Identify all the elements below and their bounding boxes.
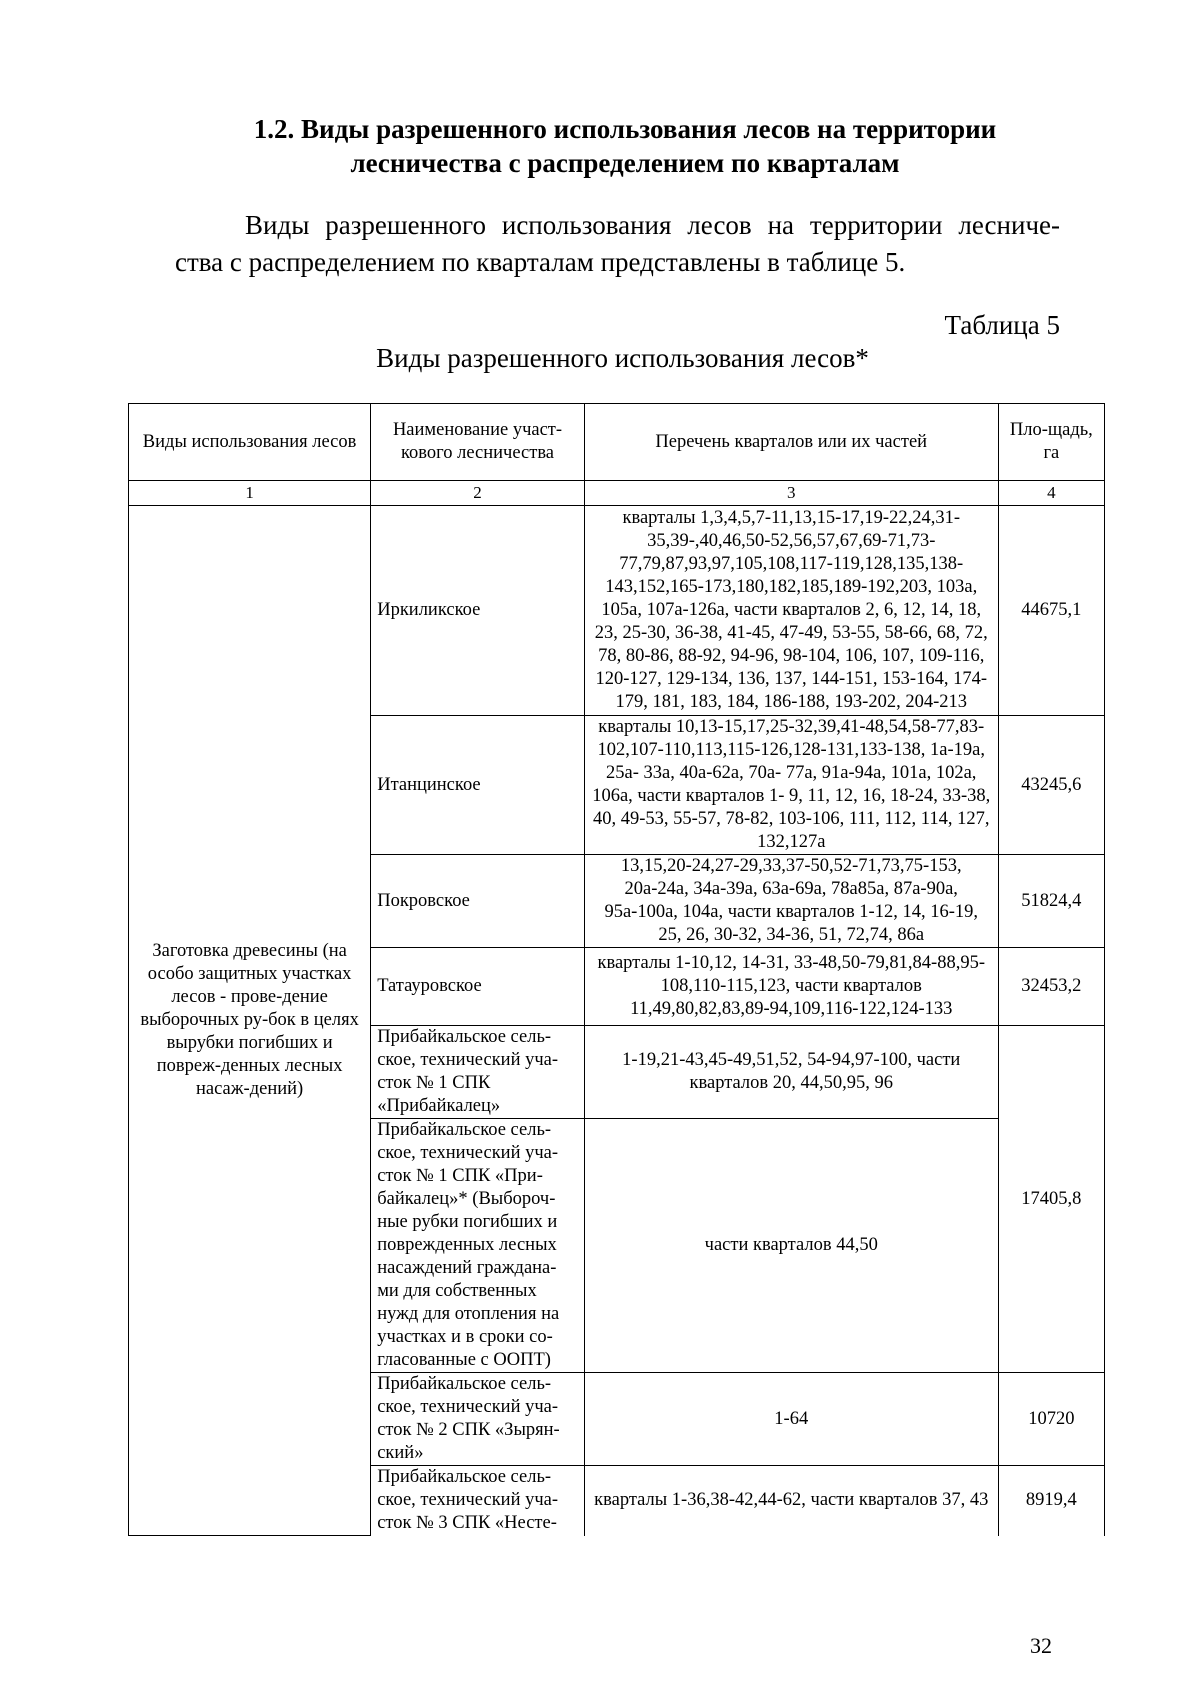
page-number: 32: [1030, 1633, 1052, 1658]
quarters-list: части кварталов 44,50: [584, 1119, 998, 1373]
column-number: 2: [371, 481, 585, 506]
district-name: Иркиликское: [371, 506, 585, 716]
district-name: Прибайкальское сель-ское, технический уча-сток № 3 СПК «Несте-: [371, 1466, 585, 1536]
column-number: 1: [129, 481, 371, 506]
area-value: 51824,4: [998, 855, 1104, 948]
district-name: Прибайкальское сель-ское, технический уча-сток № 1 СПК «При-байкалец»* (Выбороч-ные рубки погибших и поврежденных лесных насаждений граждана-ми для собственных нужд для отопления на участках и в сроки со-гласованные с ООПТ): [371, 1119, 585, 1373]
quarters-list: 1-19,21-43,45-49,51,52, 54-94,97-100, части кварталов 20, 44,50,95, 96: [584, 1026, 998, 1119]
quarters-list: 1-64: [584, 1373, 998, 1466]
area-value: 10720: [998, 1373, 1104, 1466]
section-heading: [0, 112, 1200, 180]
area-value: 32453,2: [998, 948, 1104, 1026]
table-number-row: [129, 481, 1105, 506]
table-title: Виды разрешенного использования лесов*: [376, 343, 869, 373]
district-name: Итанцинское: [371, 716, 585, 855]
table-row: [129, 506, 1105, 716]
table-caption: Таблица 5: [944, 310, 1060, 340]
column-number: 4: [998, 481, 1104, 506]
quarters-list: кварталы 1,3,4,5,7-11,13,15-17,19-22,24,31-35,39-,40,46,50-52,56,57,67,69-71,73-77,79,87,93,97,105,108,117-119,128,135,138-143,152,165-173,180,182,185,189-192,203, 103а, 105а, 107а-126а, части кварталов 2, 6, 12, 14, 18, 23, 25-30, 36-38, 41-45, 47-49, 53-55, 58-66, 68, 72, 78, 80-86, 88-92, 94-96, 98-104, 106, 107, 109-116, 120-127, 129-134, 136, 137, 144-151, 153-164, 174-179, 181, 183, 184, 186-188, 193-202, 204-213: [584, 506, 998, 716]
use-type-cell: Заготовка древесины (на особо защитных участках лесов - прове-дение выборочных ру-бок в целях вырубки погибших и повреж-денных лесных насаж-дений): [129, 506, 371, 1536]
area-value: 17405,8: [998, 1026, 1104, 1373]
quarters-list: кварталы 1-36,38-42,44-62, части кварталов 37, 43: [584, 1466, 998, 1536]
district-name: Татауровское: [371, 948, 585, 1026]
area-value: 43245,6: [998, 716, 1104, 855]
table-header-row: [129, 404, 1105, 481]
intro-line-1: Виды разрешенного использования лесов на территории лесниче-: [245, 210, 1060, 240]
district-name: Прибайкальское сель-ское, технический уча-сток № 1 СПК «Прибайкалец»: [371, 1026, 585, 1119]
section-heading-line-1: 1.2. Виды разрешенного использования лесов на территории: [253, 114, 997, 144]
header-quarters: Перечень кварталов или их частей: [584, 404, 998, 481]
district-name: Прибайкальское сель-ское, технический уча-сток № 2 СПК «Зырян-ский»: [371, 1373, 585, 1466]
column-number: 3: [584, 481, 998, 506]
district-name: Покровское: [371, 855, 585, 948]
intro-paragraph: [175, 207, 1060, 281]
quarters-list: 13,15,20-24,27-29,33,37-50,52-71,73,75-153, 20а-24а, 34а-39а, 63а-69а, 78а85а, 87а-90а, 95а-100а, 104а, части кварталов 1-12, 14, 16-19, 25, 26, 30-32, 34-36, 51, 72,74, 86а: [584, 855, 998, 948]
header-use-type: Виды использования лесов: [129, 404, 371, 481]
header-area: Пло-щадь, га: [998, 404, 1104, 481]
section-heading-line-2: лесничества с распределением по кварталам: [350, 148, 900, 178]
quarters-list: кварталы 10,13-15,17,25-32,39,41-48,54,58-77,83-102,107-110,113,115-126,128-131,133-138, 1а-19а, 25а- 33а, 40а-62а, 70а- 77а, 91а-94а, 101а, 102а, 106а, части кварталов 1- 9, 11, 12, 16, 18-24, 33-38, 40, 49-53, 55-57, 78-82, 103-106, 111, 112, 114, 127, 132,127а: [584, 716, 998, 855]
area-value: 8919,4: [998, 1466, 1104, 1536]
area-value: 44675,1: [998, 506, 1104, 716]
header-district: Наименование участ-кового лесничества: [371, 404, 585, 481]
quarters-list: кварталы 1-10,12, 14-31, 33-48,50-79,81,84-88,95-108,110-115,123, части кварталов 11,49,80,82,83,89-94,109,116-122,124-133: [584, 948, 998, 1026]
intro-line-2: ства с распределением по кварталам представлены в таблице 5.: [175, 247, 906, 277]
forest-use-table: [128, 403, 1105, 1536]
